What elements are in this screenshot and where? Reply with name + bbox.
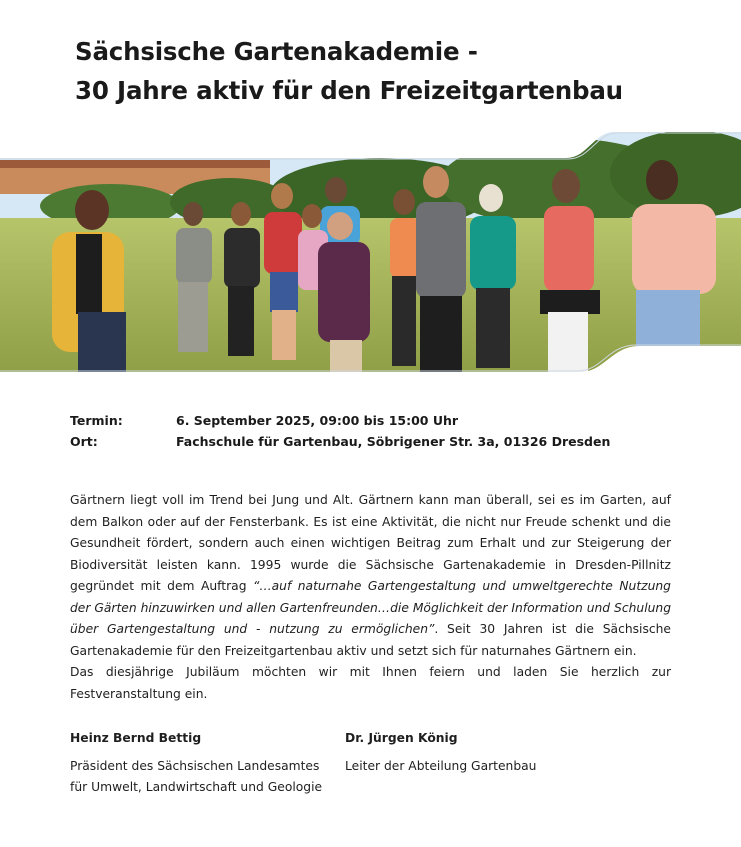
location-value: Fachschule für Gartenbau, Söbrigener Str. 3a, 01326 Dresden <box>176 434 611 449</box>
page-title <box>75 32 623 110</box>
signature-right <box>345 728 536 777</box>
signature-left <box>70 728 322 799</box>
intro-text-end: . Seit 30 Jahren ist die Sächsische Gartenakademie für den Freizeitgartenbau aktiv und setzt sich für naturnahes Gärtnern ein. <box>70 622 671 658</box>
location-label: Ort: <box>70 434 98 449</box>
signatory-name-right: Dr. Jürgen König <box>345 731 458 745</box>
mission-quote: “…auf naturnahe Gartengestaltung und umweltgerechte Nutzung der Gärten hinzuwirken und allen Gartenfreunden…die Möglichkeit der Information und Schulung über Gartengestaltung und - nutzung zu ermöglichen” <box>70 579 671 636</box>
group-photo <box>0 122 741 378</box>
signatory-name-left: Heinz Bernd Bettig <box>70 731 202 745</box>
date-label: Termin: <box>70 413 123 428</box>
intro-paragraph <box>70 490 671 662</box>
title-line-2: 30 Jahre aktiv für den Freizeitgartenbau <box>75 76 623 105</box>
signatory-role-left-line2: für Umwelt, Landwirtschaft und Geologie <box>70 780 323 794</box>
location-row <box>70 431 610 452</box>
intro-text-start: Gärtnern liegt voll im Trend bei Jung und Alt. Gärtnern kann man überall, sei es im Garten, auf dem Balkon oder auf der Fensterbank. Es ist eine Aktivität, die nicht nur Freude schenkt und die Gesundheit fördert, sondern auch einen wichtigen Beitrag zum Erhalt und zur Steigerung der Biodiversität leisten kann. 1995 wurde die Sächsische Gartenakademie in Dresden-Pillnitz gegründet mit dem Auftrag <box>70 493 671 593</box>
date-row <box>70 410 610 431</box>
date-value: 6. September 2025, 09:00 bis 15:00 Uhr <box>176 413 459 428</box>
signatory-role-right: Leiter der Abteilung Gartenbau <box>345 758 537 773</box>
title-line-1: Sächsische Gartenakademie - <box>75 37 478 66</box>
signatory-role-left-line1: Präsident des Sächsischen Landesamtes <box>70 758 320 773</box>
invitation-paragraph: Das diesjährige Jubiläum möchten wir mit Ihnen feiern und laden Sie herzlich zur Festveranstaltung ein. <box>70 665 671 701</box>
event-details <box>70 410 610 452</box>
